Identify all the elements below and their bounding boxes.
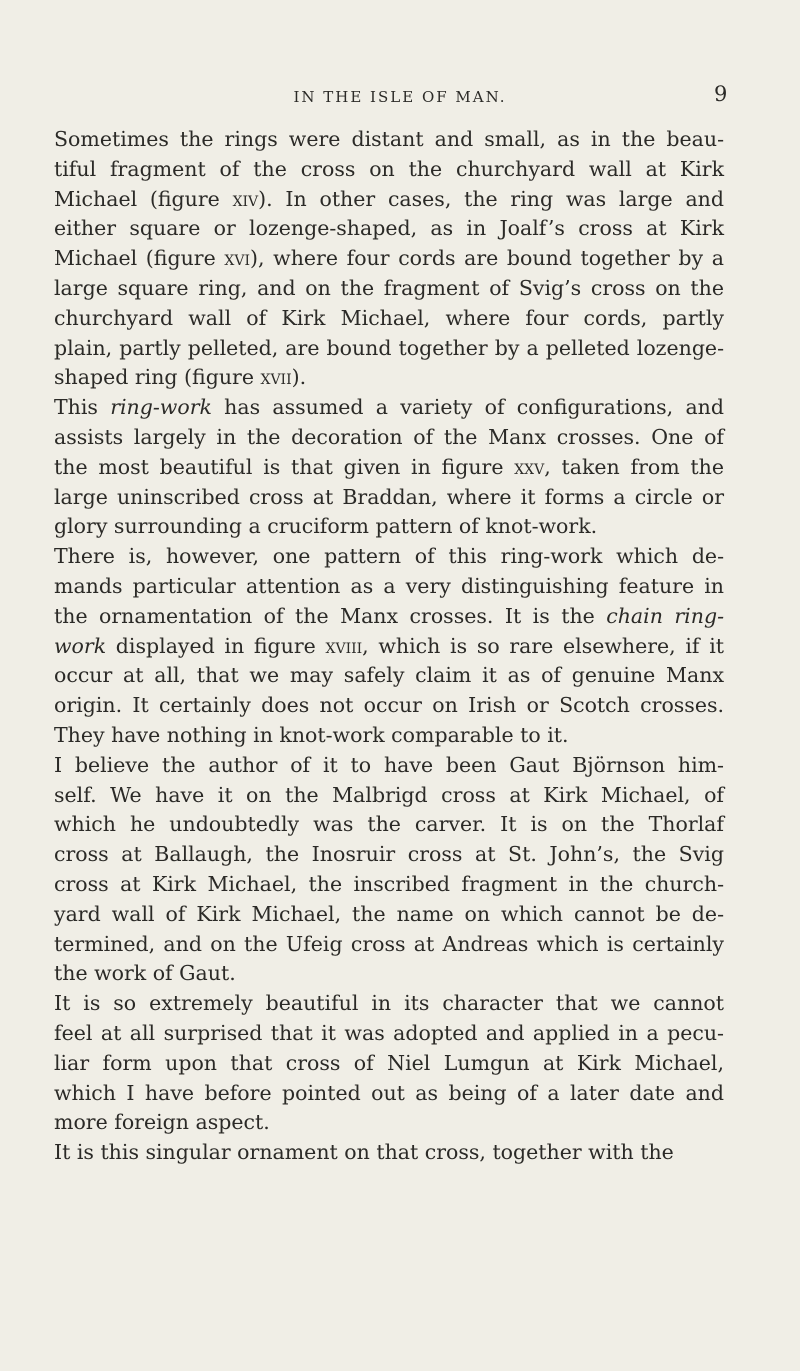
text-run: Michael (figure bbox=[54, 186, 233, 211]
text-line bbox=[54, 572, 724, 602]
text-line bbox=[54, 274, 724, 304]
text-line bbox=[54, 661, 724, 691]
text-run: They have nothing in knot-work comparable to it. bbox=[54, 722, 569, 747]
text-run: cross at Kirk Michael, the inscribed fragment in the church- bbox=[54, 871, 724, 896]
figure-numeral: xiv bbox=[232, 186, 259, 211]
text-line bbox=[54, 1019, 724, 1049]
text-run: mands particular attention as a very distinguishing feature in bbox=[54, 573, 724, 598]
text-run: either square or lozenge-shaped, as in Joalf’s cross at Kirk bbox=[54, 216, 724, 241]
text-line bbox=[54, 1108, 724, 1138]
text-run: It is this singular ornament on that cross, together with the bbox=[54, 1140, 674, 1165]
text-run: assists largely in the decoration of the Manx crosses. One of bbox=[54, 424, 724, 449]
text-run: termined, and on the Ufeig cross at Andreas which is certainly bbox=[54, 931, 724, 956]
text-run: ). bbox=[291, 365, 307, 390]
text-run: I believe the author of it to have been Gaut Björnson him- bbox=[54, 752, 724, 777]
text-line bbox=[54, 1138, 724, 1168]
text-line bbox=[54, 959, 724, 989]
text-run: more foreign aspect. bbox=[54, 1110, 270, 1135]
text-run: There is, however, one pattern of this ring-work which de- bbox=[54, 544, 724, 569]
text-run: feel at all surprised that it was adopted and applied in a pecu- bbox=[54, 1020, 724, 1045]
text-run: large square ring, and on the fragment of Svig’s cross on the bbox=[54, 275, 724, 300]
text-line bbox=[54, 244, 724, 274]
text-run: tiful fragment of the cross on the churchyard wall at Kirk bbox=[54, 156, 724, 181]
text-line bbox=[54, 334, 724, 364]
text-line bbox=[54, 781, 724, 811]
text-line bbox=[54, 363, 724, 393]
text-line bbox=[54, 1049, 724, 1079]
text-run: which I have before pointed out as being of a later date and bbox=[54, 1080, 724, 1105]
text-run: This bbox=[54, 395, 111, 420]
text-line bbox=[54, 214, 724, 244]
text-line bbox=[54, 840, 724, 870]
text-line bbox=[54, 930, 724, 960]
text-run: , which is so rare elsewhere, if it bbox=[362, 633, 724, 658]
text-line bbox=[54, 423, 724, 453]
text-line bbox=[54, 721, 724, 751]
text-run: occur at all, that we may safely claim it as of genuine Manx bbox=[54, 663, 724, 688]
text-run: Sometimes the rings were distant and small, as in the beau- bbox=[54, 127, 724, 151]
page-number: 9 bbox=[714, 82, 728, 106]
text-run: shaped ring (figure bbox=[54, 365, 261, 390]
text-run: ). In other cases, the ring was large and bbox=[258, 186, 724, 211]
text-line bbox=[54, 602, 724, 632]
figure-numeral: xvii bbox=[260, 365, 292, 390]
text-run: cross at Ballaugh, the Inosruir cross at St. John’s, the Svig bbox=[54, 842, 724, 867]
text-line bbox=[54, 304, 724, 334]
text-run: yard wall of Kirk Michael, the name on which cannot be de- bbox=[54, 901, 724, 926]
figure-numeral: xxv bbox=[514, 454, 545, 479]
figure-numeral: xvi bbox=[224, 246, 250, 271]
text-run: the work of Gaut. bbox=[54, 961, 236, 986]
text-line bbox=[54, 751, 724, 781]
text-run: the most beautiful is that given in figure bbox=[54, 454, 515, 479]
text-run: which he undoubtedly was the carver. It is on the Thorlaf bbox=[54, 812, 724, 837]
text-line bbox=[54, 1079, 724, 1109]
text-run: origin. It certainly does not occur on Irish or Scotch crosses. bbox=[54, 693, 724, 718]
italic-text: work bbox=[54, 633, 107, 658]
text-run: liar form upon that cross of Niel Lumgun at Kirk Michael, bbox=[54, 1050, 724, 1075]
text-run: displayed in figure bbox=[106, 633, 326, 658]
text-run: plain, partly pelleted, are bound together by a pelleted lozenge- bbox=[54, 335, 724, 360]
italic-text: chain ring- bbox=[606, 603, 724, 628]
text-line bbox=[54, 185, 724, 215]
text-run: , taken from the bbox=[544, 454, 724, 479]
text-line bbox=[54, 632, 724, 662]
text-line bbox=[54, 691, 724, 721]
text-line bbox=[54, 512, 724, 542]
running-head: IN THE ISLE OF MAN. bbox=[293, 88, 507, 106]
text-run: glory surrounding a cruciform pattern of knot-work. bbox=[54, 514, 598, 539]
text-line bbox=[54, 542, 724, 572]
text-run: has assumed a variety of configurations, and bbox=[211, 395, 724, 420]
text-line bbox=[54, 900, 724, 930]
body-text bbox=[54, 125, 724, 1168]
text-run: Michael (figure bbox=[54, 246, 225, 271]
text-run: ), where four cords are bound together by a bbox=[249, 246, 724, 271]
text-line bbox=[54, 393, 724, 423]
text-line bbox=[54, 125, 724, 155]
text-line bbox=[54, 870, 724, 900]
text-run: self. We have it on the Malbrigd cross at Kirk Michael, of bbox=[54, 782, 724, 807]
text-line bbox=[54, 155, 724, 185]
text-run: churchyard wall of Kirk Michael, where four cords, partly bbox=[54, 305, 724, 330]
text-line bbox=[54, 989, 724, 1019]
italic-text: ring-work bbox=[110, 395, 212, 420]
figure-numeral: xviii bbox=[325, 633, 363, 658]
text-line bbox=[54, 810, 724, 840]
text-run: large uninscribed cross at Braddan, where it forms a circle or bbox=[54, 484, 724, 509]
text-run: the ornamentation of the Manx crosses. It is the bbox=[54, 603, 607, 628]
text-line bbox=[54, 453, 724, 483]
text-line bbox=[54, 483, 724, 513]
text-run: It is so extremely beautiful in its character that we cannot bbox=[54, 991, 724, 1016]
